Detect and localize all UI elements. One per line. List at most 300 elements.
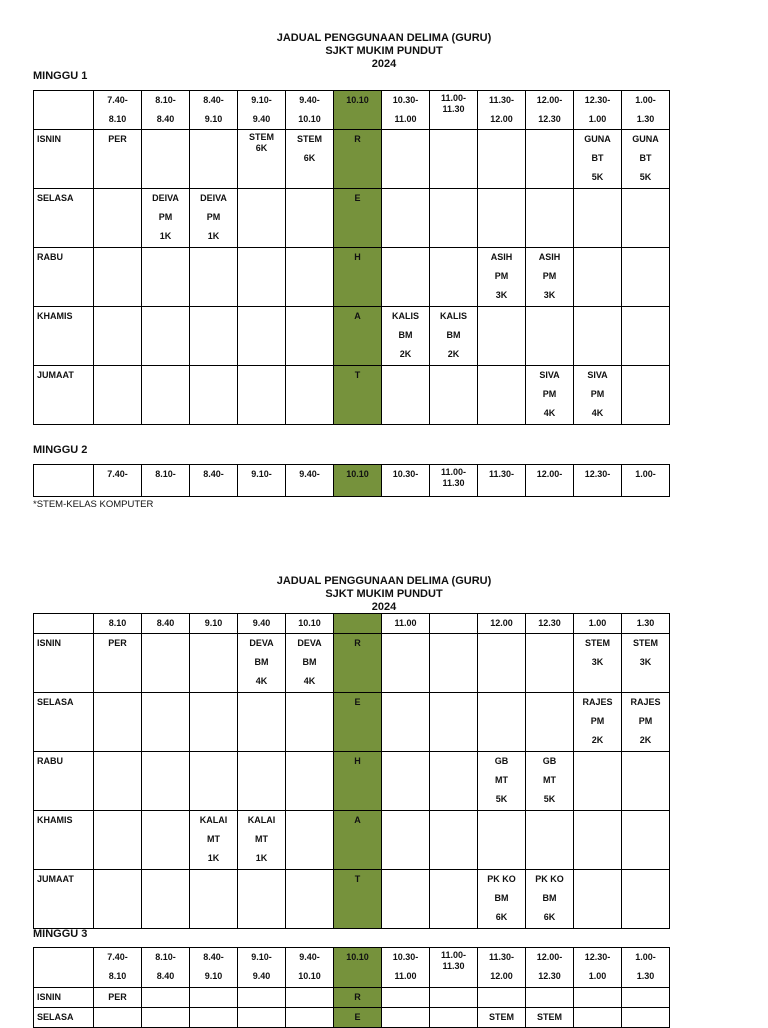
cell-text: PM (590, 716, 605, 726)
slot-cell (622, 693, 670, 752)
time-header (190, 91, 238, 130)
time-header (238, 948, 286, 988)
time-header (286, 614, 334, 634)
cell-text: BM (494, 893, 509, 903)
header-row (34, 948, 670, 988)
time-header (286, 465, 334, 497)
slot-cell (238, 130, 286, 189)
cell-text: 4K (255, 676, 268, 686)
slot-cell (382, 811, 430, 870)
cell-text: STEM (488, 1012, 514, 1022)
cell-text: T (354, 874, 361, 884)
cell-text: 12.30 (538, 618, 561, 628)
cell-text: 10.10 (298, 971, 321, 981)
slot-cell (622, 248, 670, 307)
day-row (34, 752, 670, 811)
day-row (34, 1008, 670, 1028)
title-line: SJKT MUKIM PUNDUT (325, 45, 443, 57)
slot-cell (190, 752, 238, 811)
cell-text: DEVA (249, 638, 274, 648)
cell-text: GUNA (584, 134, 611, 144)
slot-cell (622, 1008, 670, 1028)
cell-text: 6K (495, 912, 508, 922)
cell-text: R (354, 638, 361, 648)
cell-text: MT (495, 775, 508, 785)
cell-text: DEIVA (200, 193, 227, 203)
cell-text: 2K (639, 735, 652, 745)
time-header (142, 465, 190, 497)
slot-cell (142, 811, 190, 870)
slot-cell (526, 870, 574, 929)
slot-cell (190, 634, 238, 693)
time-header (574, 614, 622, 634)
slot-cell (94, 870, 142, 929)
day-label: SELASA (34, 1008, 94, 1028)
time-header (526, 614, 574, 634)
slot-cell (94, 811, 142, 870)
cell-text: SIVA (587, 370, 608, 380)
cell-text: MT (255, 834, 268, 844)
cell-text: BM (254, 657, 269, 667)
slot-cell (430, 988, 478, 1008)
cell-text: 9.40- (299, 469, 320, 479)
week2-timetable (33, 464, 670, 497)
cell-text: 9.40- (299, 952, 320, 962)
header-row (34, 465, 670, 497)
time-header (382, 614, 430, 634)
slot-cell (94, 248, 142, 307)
cell-text: 6K (543, 912, 556, 922)
cell-text: KALIS (392, 311, 419, 321)
cell-text: PM (542, 271, 557, 281)
cell-text: PM (158, 212, 173, 222)
cell-text: 11.00 (394, 971, 417, 981)
slot-cell (142, 1008, 190, 1028)
slot-cell (382, 1008, 430, 1028)
slot-cell (382, 752, 430, 811)
cell-text: 1.00 (588, 114, 607, 124)
cell-text: H (354, 756, 361, 766)
cell-text: 10.10 (298, 114, 321, 124)
time-header (286, 91, 334, 130)
slot-cell (142, 366, 190, 425)
cell-text: 1.00 (588, 618, 607, 628)
rehat-cell (334, 693, 382, 752)
day-label: JUMAAT (34, 366, 94, 425)
cell-text: 11.30 (442, 478, 465, 488)
week1-label: MINGGU 1 (33, 70, 88, 82)
cell-text: 11.00- (440, 467, 467, 477)
slot-cell (526, 130, 574, 189)
slot-cell (478, 130, 526, 189)
slot-cell (286, 634, 334, 693)
cell-text: 4K (543, 408, 556, 418)
title-line: 2024 (371, 601, 397, 613)
cell-text: 12.00 (490, 618, 513, 628)
time-header (94, 948, 142, 988)
cell-text: 6K (303, 153, 316, 163)
time-header (622, 614, 670, 634)
cell-text: R (354, 992, 361, 1002)
cell-text: STEM (632, 638, 658, 648)
cell-text: 8.10- (155, 95, 176, 105)
slot-cell (382, 248, 430, 307)
slot-cell (430, 130, 478, 189)
slot-cell (238, 988, 286, 1008)
cell-text: 11.30- (488, 952, 515, 962)
time-header (334, 614, 382, 634)
slot-cell (478, 988, 526, 1008)
cell-text: 12.30- (584, 95, 611, 105)
cell-text: 12.30 (538, 114, 561, 124)
time-header (574, 91, 622, 130)
time-header (238, 614, 286, 634)
slot-cell (430, 366, 478, 425)
cell-text: 5K (543, 794, 556, 804)
week2-label: MINGGU 2 (33, 444, 88, 456)
week3-timetable (33, 947, 670, 1028)
rehat-cell (334, 870, 382, 929)
time-header (526, 91, 574, 130)
cell-text: 1.00- (635, 95, 656, 105)
slot-cell (622, 189, 670, 248)
slot-cell (238, 693, 286, 752)
day-label: KHAMIS (34, 307, 94, 366)
slot-cell (574, 366, 622, 425)
page2-title (0, 575, 768, 614)
slot-cell (478, 693, 526, 752)
cell-text: 9.10 (204, 971, 223, 981)
cell-text: E (354, 697, 361, 707)
slot-cell (286, 1008, 334, 1028)
slot-cell (238, 1008, 286, 1028)
cell-text: 2K (399, 349, 412, 359)
time-header (334, 91, 382, 130)
cell-text: 1.30 (636, 114, 655, 124)
slot-cell (622, 988, 670, 1008)
slot-cell (142, 307, 190, 366)
cell-text: PM (590, 389, 605, 399)
time-header (622, 91, 670, 130)
cell-text: 12.00- (536, 469, 563, 479)
slot-cell (286, 988, 334, 1008)
slot-cell (190, 248, 238, 307)
cell-text: STEM (584, 638, 610, 648)
cell-text: 1.30 (636, 971, 655, 981)
day-row (34, 130, 670, 189)
cell-text: 10.10 (346, 95, 369, 105)
slot-cell (526, 988, 574, 1008)
cell-text: MT (543, 775, 556, 785)
slot-cell (286, 752, 334, 811)
slot-cell (430, 1008, 478, 1028)
slot-cell (526, 634, 574, 693)
cell-text: PM (206, 212, 221, 222)
slot-cell (622, 307, 670, 366)
slot-cell (142, 870, 190, 929)
slot-cell (430, 870, 478, 929)
slot-cell (430, 189, 478, 248)
cell-text: 2K (591, 735, 604, 745)
cell-text: 12.30- (584, 952, 611, 962)
slot-cell (382, 693, 430, 752)
cell-text: 10.30- (392, 469, 419, 479)
slot-cell (142, 693, 190, 752)
page1-title (0, 32, 768, 71)
slot-cell (478, 752, 526, 811)
cell-text: 5K (495, 794, 508, 804)
cell-text: STEM (536, 1012, 562, 1022)
slot-cell (190, 870, 238, 929)
header-row (34, 614, 670, 634)
cell-text: PM (494, 271, 509, 281)
slot-cell (622, 870, 670, 929)
slot-cell (238, 307, 286, 366)
cell-text: R (354, 134, 361, 144)
cell-text: PER (108, 638, 127, 648)
time-header (190, 614, 238, 634)
day-row (34, 366, 670, 425)
time-header (142, 91, 190, 130)
cell-text: 11.30 (442, 104, 465, 114)
slot-cell (478, 811, 526, 870)
slot-cell (478, 870, 526, 929)
cell-text: 1K (255, 853, 268, 863)
time-header (94, 91, 142, 130)
cell-text: 9.10- (251, 469, 272, 479)
cell-text: SIVA (539, 370, 560, 380)
slot-cell (574, 988, 622, 1008)
title-line: JADUAL PENGGUNAAN DELIMA (GURU) (276, 575, 492, 587)
cell-text: 12.30- (584, 469, 611, 479)
cell-text: 5K (591, 172, 604, 182)
time-header (286, 948, 334, 988)
slot-cell (622, 130, 670, 189)
cell-text: PK KO (535, 874, 564, 884)
cell-text: MT (207, 834, 220, 844)
slot-cell (478, 248, 526, 307)
slot-cell (382, 130, 430, 189)
cell-text: 12.00- (536, 952, 563, 962)
slot-cell (238, 366, 286, 425)
slot-cell (430, 307, 478, 366)
time-header (190, 465, 238, 497)
time-header (238, 91, 286, 130)
cell-text: PM (542, 389, 557, 399)
slot-cell (190, 189, 238, 248)
day-label: RABU (34, 248, 94, 307)
cell-text: 8.40- (203, 95, 224, 105)
day-row (34, 307, 670, 366)
slot-cell (94, 752, 142, 811)
slot-cell (190, 811, 238, 870)
week3-label: MINGGU 3 (33, 928, 88, 940)
cell-text: 10.30- (392, 952, 419, 962)
slot-cell (574, 634, 622, 693)
slot-cell (430, 811, 478, 870)
day-label: SELASA (34, 189, 94, 248)
cell-text: ASIH (490, 252, 513, 262)
cell-text: GUNA (632, 134, 659, 144)
time-header (478, 91, 526, 130)
cell-text: 9.40 (252, 618, 271, 628)
slot-cell (238, 189, 286, 248)
corner-cell (34, 948, 94, 988)
slot-cell (526, 248, 574, 307)
rehat-cell (334, 752, 382, 811)
slot-cell (574, 693, 622, 752)
time-header (382, 465, 430, 497)
corner-cell (34, 614, 94, 634)
cell-text: 1.00- (635, 469, 656, 479)
cell-text: A (354, 311, 361, 321)
cell-text: 10.10 (298, 618, 321, 628)
slot-cell (526, 752, 574, 811)
cell-text: BT (639, 153, 652, 163)
slot-cell (382, 189, 430, 248)
cell-text: 4K (591, 408, 604, 418)
rehat-cell (334, 811, 382, 870)
slot-cell (94, 307, 142, 366)
cell-text: 11.00- (440, 93, 467, 103)
rehat-cell (334, 248, 382, 307)
cell-text: BM (446, 330, 461, 340)
time-header (190, 948, 238, 988)
day-row (34, 634, 670, 693)
slot-cell (94, 988, 142, 1008)
cell-text: 5K (639, 172, 652, 182)
slot-cell (430, 634, 478, 693)
title-line: SJKT MUKIM PUNDUT (325, 588, 443, 600)
slot-cell (430, 693, 478, 752)
time-header (622, 465, 670, 497)
cell-text: 3K (543, 290, 556, 300)
header-row (34, 91, 670, 130)
cell-text: GB (494, 756, 509, 766)
slot-cell (526, 189, 574, 248)
cell-text: KALIS (440, 311, 467, 321)
cell-text: 7.40- (107, 469, 128, 479)
cell-text: 9.10 (204, 618, 223, 628)
cell-text: 11.00- (440, 950, 467, 960)
slot-cell (478, 1008, 526, 1028)
slot-cell (190, 130, 238, 189)
cell-text: 12.00 (490, 114, 513, 124)
slot-cell (190, 366, 238, 425)
cell-text: BM (398, 330, 413, 340)
time-header (526, 948, 574, 988)
slot-cell (526, 693, 574, 752)
cell-text: E (354, 193, 361, 203)
cell-text: PER (108, 992, 127, 1002)
day-row (34, 988, 670, 1008)
slot-cell (478, 307, 526, 366)
rehat-cell (334, 634, 382, 693)
stem-note: *STEM-KELAS KOMPUTER (33, 499, 154, 510)
slot-cell (478, 634, 526, 693)
cell-text: 9.10 (204, 114, 223, 124)
cell-text: A (354, 815, 361, 825)
slot-cell (574, 248, 622, 307)
slot-cell (238, 634, 286, 693)
time-header (430, 91, 478, 130)
cell-text: PM (638, 716, 653, 726)
cell-text: 10.10 (346, 952, 369, 962)
time-header (574, 948, 622, 988)
slot-cell (382, 366, 430, 425)
cell-text: H (354, 252, 361, 262)
cell-text: PER (108, 134, 127, 144)
slot-cell (526, 1008, 574, 1028)
day-row (34, 870, 670, 929)
cell-text: 11.30 (442, 961, 465, 971)
cell-text: 3K (639, 657, 652, 667)
cell-text: 1.00- (635, 952, 656, 962)
day-row (34, 189, 670, 248)
slot-cell (430, 752, 478, 811)
slot-cell (190, 1008, 238, 1028)
time-header (574, 465, 622, 497)
slot-cell (622, 752, 670, 811)
cell-text: 7.40- (107, 952, 128, 962)
slot-cell (430, 248, 478, 307)
slot-cell (94, 366, 142, 425)
time-header (430, 948, 478, 988)
title-line: 2024 (371, 58, 397, 70)
cell-text: ASIH (538, 252, 561, 262)
slot-cell (622, 811, 670, 870)
slot-cell (574, 130, 622, 189)
slot-cell (286, 811, 334, 870)
day-row (34, 811, 670, 870)
cell-text: 11.30- (488, 469, 515, 479)
cell-text: 10.30- (392, 95, 419, 105)
rehat-cell (334, 1008, 382, 1028)
cell-text: STEM (248, 132, 274, 142)
slot-cell (286, 366, 334, 425)
time-header (382, 948, 430, 988)
cell-text: KALAI (247, 815, 276, 825)
slot-cell (622, 366, 670, 425)
slot-cell (574, 1008, 622, 1028)
cell-text: 9.10- (251, 95, 272, 105)
cell-text: 10.10 (346, 469, 369, 479)
time-header (622, 948, 670, 988)
slot-cell (286, 248, 334, 307)
time-header (334, 948, 382, 988)
slot-cell (286, 189, 334, 248)
cell-text: 6K (255, 143, 268, 153)
slot-cell (94, 634, 142, 693)
cell-text: 8.10 (108, 114, 127, 124)
cell-text: DEIVA (152, 193, 179, 203)
cell-text: T (354, 370, 361, 380)
rehat-cell (334, 130, 382, 189)
time-header (142, 948, 190, 988)
time-header (94, 465, 142, 497)
cell-text: KALAI (199, 815, 228, 825)
cell-text: PK KO (487, 874, 516, 884)
time-header (478, 948, 526, 988)
cell-text: 8.10 (108, 618, 127, 628)
slot-cell (238, 248, 286, 307)
slot-cell (382, 307, 430, 366)
slot-cell (574, 752, 622, 811)
cell-text: 9.40- (299, 95, 320, 105)
cell-text: 8.40 (156, 114, 175, 124)
slot-cell (94, 1008, 142, 1028)
time-header (430, 465, 478, 497)
